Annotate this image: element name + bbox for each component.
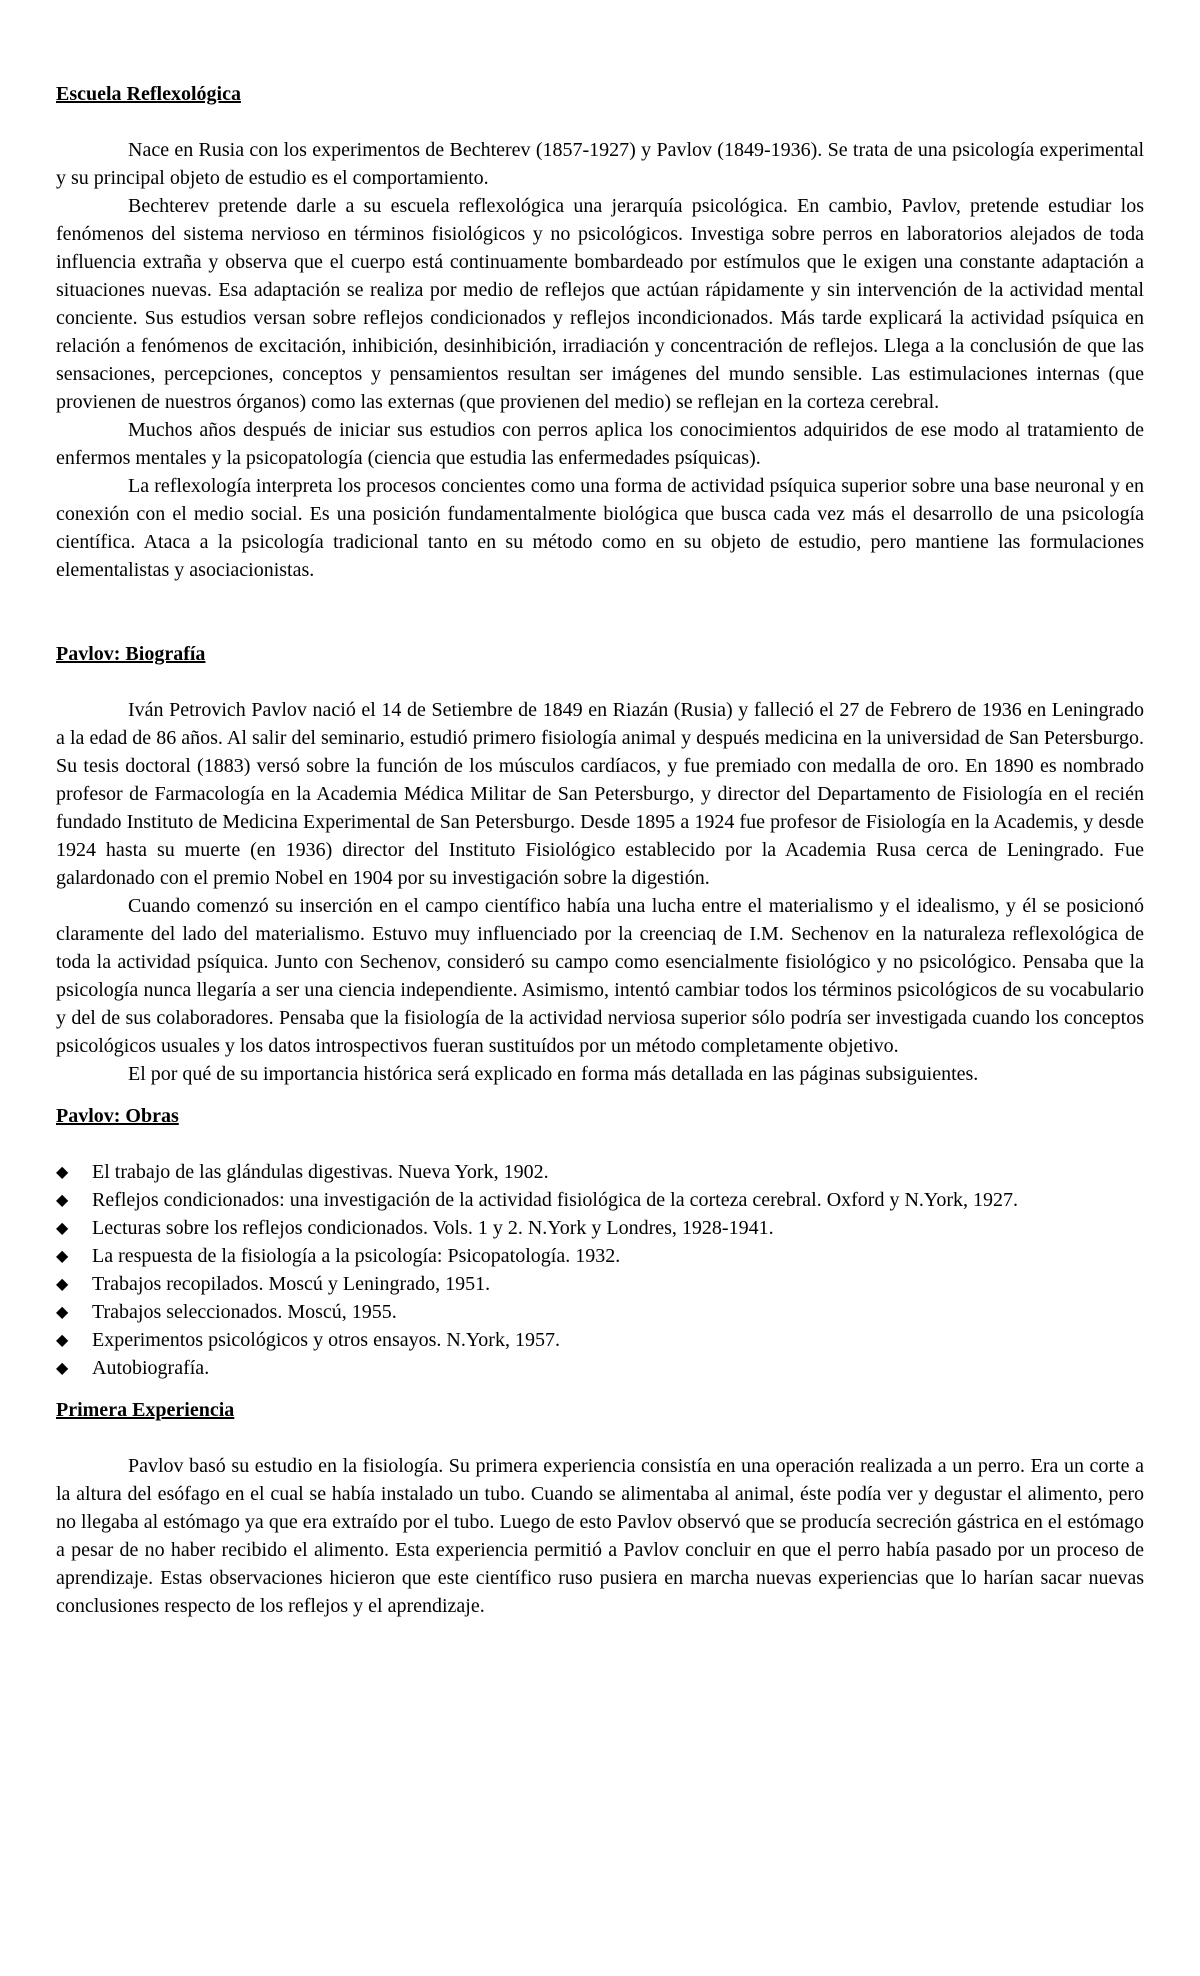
list-item: [56, 1242, 1144, 1270]
section-title-primera-experiencia: Primera Experiencia: [56, 1399, 235, 1421]
list-item: [56, 1326, 1144, 1354]
section-pavlov-obras: [56, 1102, 1144, 1382]
diamond-bullet-icon: ◆: [56, 1162, 69, 1181]
diamond-bullet-icon: ◆: [56, 1190, 69, 1209]
list-item: [56, 1186, 1144, 1214]
section-title-biografia: Pavlov: Biografía: [56, 643, 206, 665]
list-item: [56, 1298, 1144, 1326]
list-item-text: Trabajos recopilados. Moscú y Leningrado, 1951.: [92, 1273, 491, 1295]
section-title-obras: Pavlov: Obras: [56, 1105, 179, 1127]
paragraph: La reflexología interpreta los procesos concientes como una forma de actividad psíquica superior sobre una base neuronal y en conexión con el medio social. Es una posición fundamentalmente biológica que busca cada vez más el desarrollo de una psicología científica. Ataca a la psicología tradicional tanto en su método como en su objeto de estudio, pero mantiene las formulaciones elementalistas y asociacionistas.: [56, 475, 1144, 581]
paragraph: Cuando comenzó su inserción en el campo científico había una lucha entre el materialismo y el idealismo, y él se posicionó claramente del lado del materialismo. Estuvo muy influenciado por la creenciaq de I.M. Sechenov en la naturaleza reflexológica de toda la actividad psíquica. Junto con Sechenov, consideró su campo como esencialmente fisiológico y no psicológico. Pensaba que la psicología nunca llegaría a ser una ciencia independiente. Asimismo, intentó cambiar todos los términos psicológicos de su vocabulario y del de sus colaboradores. Pensaba que la fisiología de la actividad nerviosa superior sólo podría ser investigada cuando los conceptos psicológicos usuales y los datos introspectivos fueran sustituídos por un método completamente objetivo.: [56, 895, 1144, 1057]
list-item: [56, 1214, 1144, 1242]
list-item-text: La respuesta de la fisiología a la psicología: Psicopatología. 1932.: [92, 1245, 621, 1267]
list-item-text: Trabajos seleccionados. Moscú, 1955.: [92, 1301, 397, 1323]
paragraph: El por qué de su importancia histórica será explicado en forma más detallada en las páginas subsiguientes.: [128, 1063, 979, 1085]
diamond-bullet-icon: ◆: [56, 1330, 69, 1349]
section-pavlov-biografia: [56, 640, 1144, 1088]
paragraph: Muchos años después de iniciar sus estudios con perros aplica los conocimientos adquiridos de ese modo al tratamiento de enfermos mentales y la psicopatología (ciencia que estudia las enfermedades psíquicas).: [56, 419, 1144, 469]
diamond-bullet-icon: ◆: [56, 1246, 69, 1265]
section-title-escuela: Escuela Reflexológica: [56, 83, 241, 105]
paragraph: Iván Petrovich Pavlov nació el 14 de Setiembre de 1849 en Riazán (Rusia) y falleció el 27 de Febrero de 1936 en Leningrado a la edad de 86 años. Al salir del seminario, estudió primero fisiología animal y después medicina en la universidad de San Petersburgo. Su tesis doctoral (1883) versó sobre la función de los músculos cardíacos, y fue premiado con medalla de oro. En 1890 es nombrado profesor de Farmacología en la Academia Médica Militar de San Petersburgo, y director del Departamento de Fisiología en el recién fundado Instituto de Medicina Experimental de San Petersburgo. Desde 1895 a 1924 fue profesor de Fisiología en la Academis, y desde 1924 hasta su muerte (en 1936) director del Instituto Fisiológico establecido por la Academia Rusa cerca de Leningrado. Fue galardonado con el premio Nobel en 1904 por su investigación sobre la digestión.: [56, 699, 1144, 889]
diamond-bullet-icon: ◆: [56, 1358, 69, 1377]
section-primera-experiencia: [56, 1396, 1144, 1620]
list-item-text: Reflejos condicionados: una investigación de la actividad fisiológica de la corteza cerebral. Oxford y N.York, 1927.: [92, 1189, 1019, 1211]
diamond-bullet-icon: ◆: [56, 1218, 69, 1237]
list-item-text: Lecturas sobre los reflejos condicionados. Vols. 1 y 2. N.York y Londres, 1928-1941.: [92, 1217, 774, 1239]
list-item: [56, 1158, 1144, 1186]
section-escuela-reflexologica: [56, 80, 1144, 584]
diamond-bullet-icon: ◆: [56, 1302, 69, 1321]
list-item-text: Experimentos psicológicos y otros ensayos. N.York, 1957.: [92, 1329, 560, 1351]
list-item-text: Autobiografía.: [92, 1357, 210, 1379]
works-list: [56, 1158, 1144, 1382]
paragraph: Nace en Rusia con los experimentos de Bechterev (1857-1927) y Pavlov (1849-1936). Se trata de una psicología experimental y su principal objeto de estudio es el comportamiento.: [56, 139, 1144, 189]
list-item: [56, 1270, 1144, 1298]
paragraph: Bechterev pretende darle a su escuela reflexológica una jerarquía psicológica. En cambio, Pavlov, pretende estudiar los fenómenos del sistema nervioso en términos fisiológicos y no psicológicos. Investiga sobre perros en laboratorios alejados de toda influencia extraña y observa que el cuerpo está continuamente bombardeado por estímulos que le exigen una constante adaptación a situaciones nuevas. Esa adaptación se realiza por medio de reflejos que actúan rápidamente y sin intervención de la actividad mental conciente. Sus estudios versan sobre reflejos condicionados y reflejos incondicionados. Más tarde explicará la actividad psíquica en relación a fenómenos de excitación, inhibición, desinhibición, irradiación y concentración de reflejos. Llega a la conclusión de que las sensaciones, percepciones, conceptos y pensamientos resultan ser imágenes del mundo sensible. Las estimulaciones internas (que provienen de nuestros órganos) como las externas (que provienen del medio) se reflejan en la corteza cerebral.: [56, 195, 1144, 413]
list-item: [56, 1354, 1144, 1382]
paragraph: Pavlov basó su estudio en la fisiología. Su primera experiencia consistía en una operación realizada a un perro. Era un corte a la altura del esófago en el cual se había instalado un tubo. Cuando se alimentaba al animal, éste podía ver y degustar el alimento, pero no llegaba al estómago ya que era extraído por el tubo. Luego de esto Pavlov observó que se producía secreción gástrica en el estómago a pesar de no haber recibido el alimento. Esta experiencia permitió a Pavlov concluir en que el perro había pasado por un proceso de aprendizaje. Estas observaciones hicieron que este científico ruso pusiera en marcha nuevas experiencias que lo harían sacar nuevas conclusiones respecto de los reflejos y el aprendizaje.: [56, 1455, 1144, 1617]
diamond-bullet-icon: ◆: [56, 1274, 69, 1293]
list-item-text: El trabajo de las glándulas digestivas. Nueva York, 1902.: [92, 1161, 549, 1183]
